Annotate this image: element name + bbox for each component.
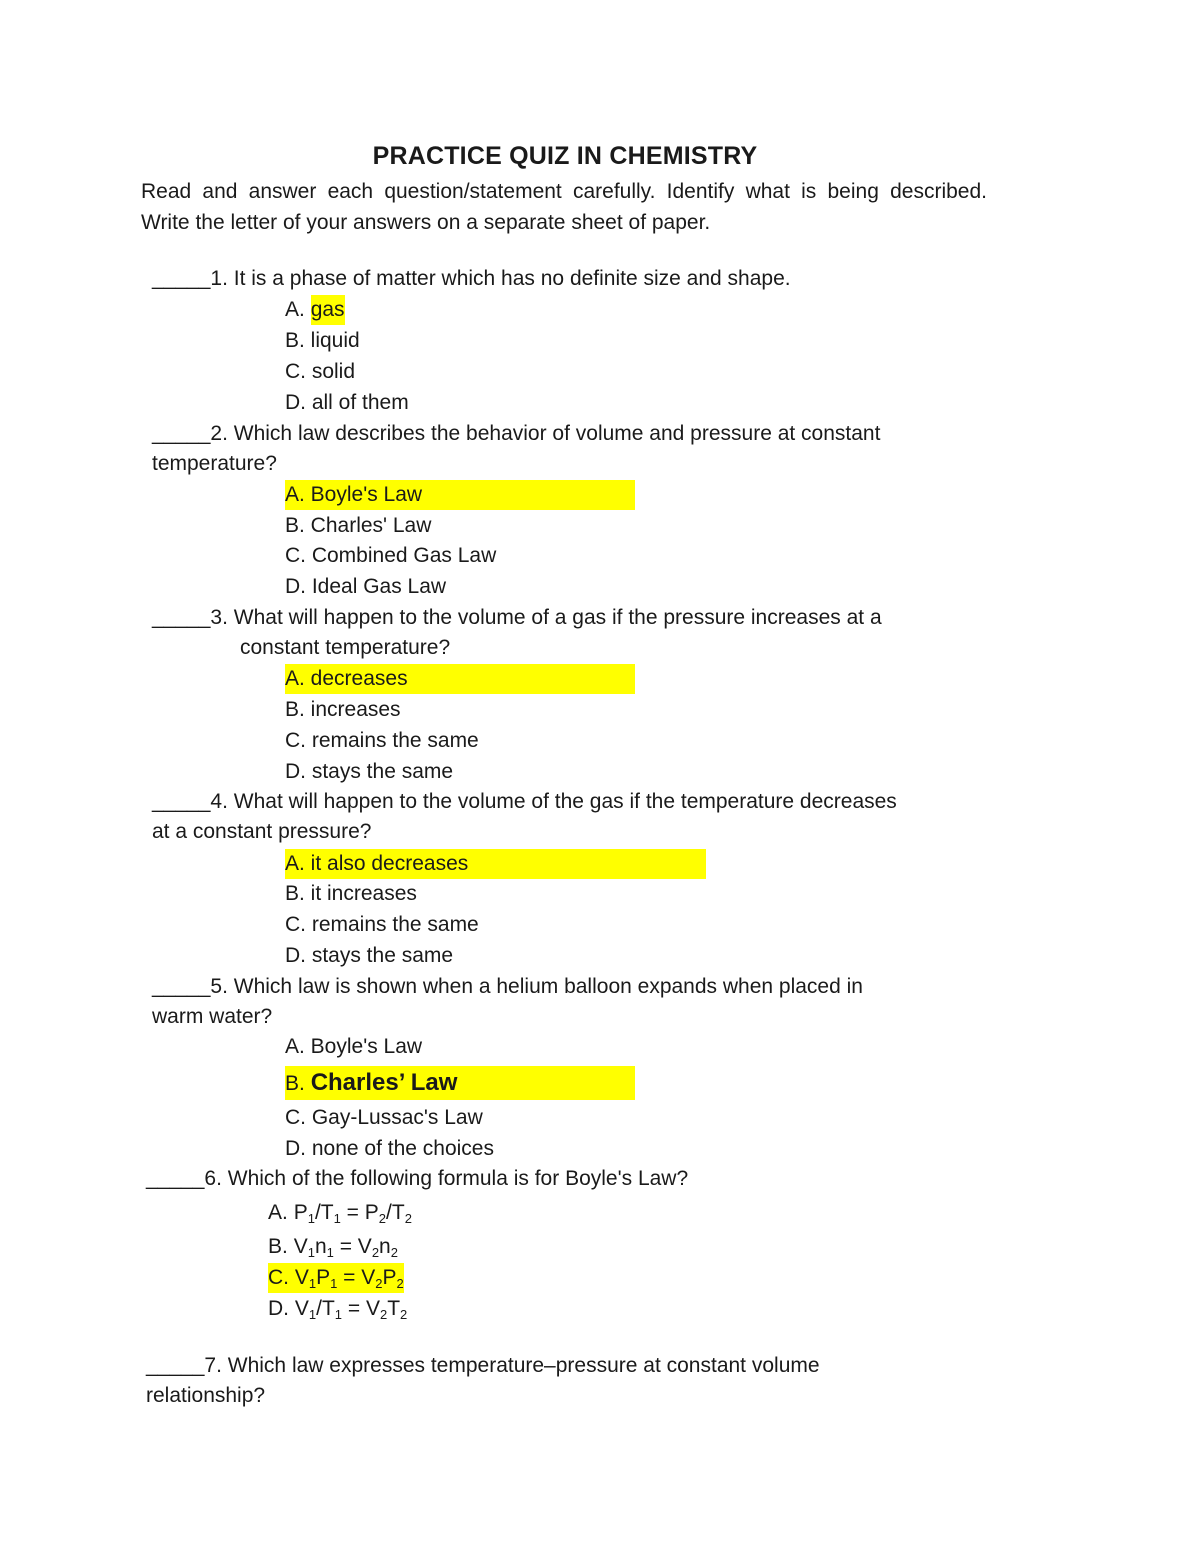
question-2 — [152, 419, 987, 479]
option-3c: C. remains the same — [285, 729, 479, 752]
option-5a: A. Boyle's Law — [285, 1035, 423, 1058]
question-text: What will happen to the volume of the gas if the temperature decreases — [233, 790, 897, 813]
option-1c: C. solid — [285, 360, 356, 383]
question-number: 2. — [210, 422, 228, 445]
option-1d: D. all of them — [285, 391, 409, 414]
question-text: Which law is shown when a helium balloon expands when placed in — [233, 975, 863, 998]
question-number: 5. — [210, 975, 228, 998]
question-text-continued: temperature? — [152, 452, 277, 475]
answer-blank: _____ — [146, 1167, 205, 1190]
option-1a: A. gas — [285, 295, 345, 325]
answer-blank: _____ — [152, 975, 211, 998]
option-6a: A. $P_1/T_1 = P_2/T_2$ — [268, 1201, 412, 1226]
option-4c: C. remains the same — [285, 913, 479, 936]
highlighted-answer: A. decreases — [285, 664, 635, 694]
option-4a — [285, 849, 706, 879]
option-2a — [285, 480, 635, 510]
option-3a — [285, 664, 635, 694]
question-text: It is a phase of matter which has no definite size and shape. — [233, 267, 791, 290]
answer-blank: _____ — [152, 790, 211, 813]
question-6 — [146, 1164, 987, 1194]
question-text: Which law describes the behavior of volume and pressure at constant — [233, 422, 881, 445]
highlighted-answer: C. $V_1P_1 = V_2P_2$ — [268, 1263, 404, 1293]
question-text: Which of the following formula is for Boyle's Law? — [227, 1167, 689, 1190]
question-number: 7. — [204, 1354, 222, 1377]
option-2c: C. Combined Gas Law — [285, 544, 497, 567]
highlighted-answer: gas — [311, 295, 345, 325]
question-text: What will happen to the volume of a gas if the pressure increases at a — [233, 606, 882, 629]
option-3b: B. increases — [285, 698, 401, 721]
option-2d: D. Ideal Gas Law — [285, 575, 447, 598]
question-number: 6. — [204, 1167, 222, 1190]
question-text-continued: constant temperature? — [240, 636, 451, 659]
highlighted-answer: A. it also decreases — [285, 849, 706, 879]
question-1 — [152, 264, 987, 294]
question-text-continued: at a constant pressure? — [152, 820, 372, 843]
question-5 — [152, 972, 987, 1032]
option-6b: B. $V_1n_1 = V_2n_2$ — [268, 1235, 398, 1260]
question-number: 4. — [210, 790, 228, 813]
question-3 — [152, 603, 987, 663]
page-title: PRACTICE QUIZ IN CHEMISTRY — [372, 142, 758, 170]
option-4b: B. it increases — [285, 882, 417, 905]
option-2b: B. Charles' Law — [285, 514, 432, 537]
option-6d: D. $V_1/T_1 = V_2T_2$ — [268, 1297, 408, 1322]
option-5d: D. none of the choices — [285, 1137, 494, 1160]
question-4 — [152, 787, 987, 847]
option-6c — [268, 1263, 404, 1293]
question-number: 3. — [210, 606, 228, 629]
answer-blank: _____ — [152, 606, 211, 629]
option-3d: D. stays the same — [285, 760, 454, 783]
highlighted-answer: A. Boyle's Law — [285, 480, 635, 510]
question-number: 1. — [210, 267, 228, 290]
question-text-continued: relationship? — [146, 1384, 266, 1407]
question-text: Which law expresses temperature–pressure at constant volume — [227, 1354, 820, 1377]
instructions: Read and answer each question/statement carefully. Identify what is being described. Write the letter of your answers on a separate sheet of paper. — [141, 180, 987, 234]
question-text-continued: warm water? — [152, 1005, 273, 1028]
answer-blank: _____ — [152, 422, 211, 445]
option-5c: C. Gay-Lussac's Law — [285, 1106, 483, 1129]
option-4d: D. stays the same — [285, 944, 454, 967]
option-1b: B. liquid — [285, 329, 360, 352]
answer-blank: _____ — [146, 1354, 205, 1377]
answer-blank: _____ — [152, 267, 211, 290]
question-7 — [146, 1351, 987, 1411]
option-5b: B. Charles’ Law — [285, 1066, 635, 1100]
highlighted-answer: Charles’ Law — [310, 1069, 458, 1096]
